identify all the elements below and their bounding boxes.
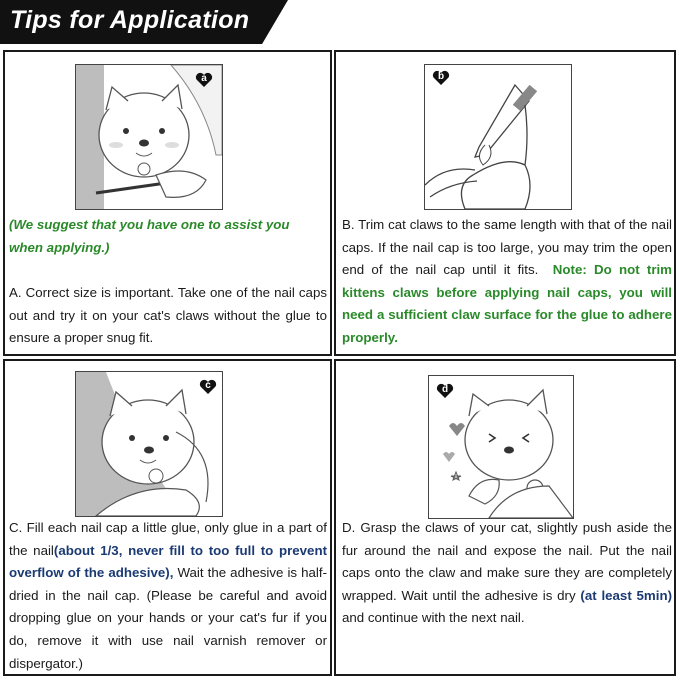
tip-b-body: B. Trim cat claws to the same length with that of the nail caps. If the nail cap is too large, you may trim the open end of the nail cap until it fits.	[342, 217, 672, 278]
tip-c-body-1: C. Fill each nail cap a little glue, only glue in a part of the nail	[9, 520, 327, 558]
tip-b-note: Note: Do not trim kittens claws before applying nail caps, you will need a sufficient claw surface for the glue to adhere properly.	[342, 262, 673, 345]
badge-a-heart-icon	[195, 72, 213, 88]
page-title: Tips for Application	[10, 6, 250, 34]
tip-panel-d	[334, 359, 676, 676]
badge-b-label: b	[437, 71, 445, 82]
tip-d-text	[342, 517, 672, 630]
tip-panel-c	[3, 359, 332, 676]
badge-a-label: a	[201, 73, 207, 84]
badge-d-label: d	[441, 384, 449, 395]
tip-b-text	[342, 214, 672, 350]
tip-panel-b	[334, 50, 676, 356]
badge-b-heart-icon	[432, 70, 450, 86]
assist-note: (We suggest that you have one to assist you when applying.)	[9, 217, 290, 255]
tip-d-body-1: D. Grasp the claws of your cat, slightly push aside the fur around the nail and expose the nail. Put the nail caps onto the claw and make sure they are completely wrapped. Wait until the adhesive is dry	[342, 520, 672, 603]
tip-c-body-2: Wait the adhesive is half-dried in the nail cap. (Please be careful and avoid dropping glue on your hands or your cat's fur if you do, remove it with use nail varnish remover or dispergator.)	[9, 565, 327, 671]
tip-c-text	[9, 517, 327, 675]
badge-c-label: c	[205, 380, 211, 391]
tip-panel-a	[3, 50, 332, 356]
tip-d-body-2: and continue with the next nail.	[342, 610, 525, 626]
tip-a-text: A. Correct size is important. Take one of the nail caps out and try it on your cat's claws without the glue to ensure a proper snug fit.	[9, 285, 327, 346]
tip-d-emphasis: (at least 5min)	[580, 587, 672, 603]
badge-c-heart-icon	[199, 379, 217, 395]
tip-c-emphasis: (about 1/3, never fill to too full to prevent overflow of the adhesive),	[9, 542, 327, 581]
badge-d-heart-icon	[436, 383, 454, 399]
